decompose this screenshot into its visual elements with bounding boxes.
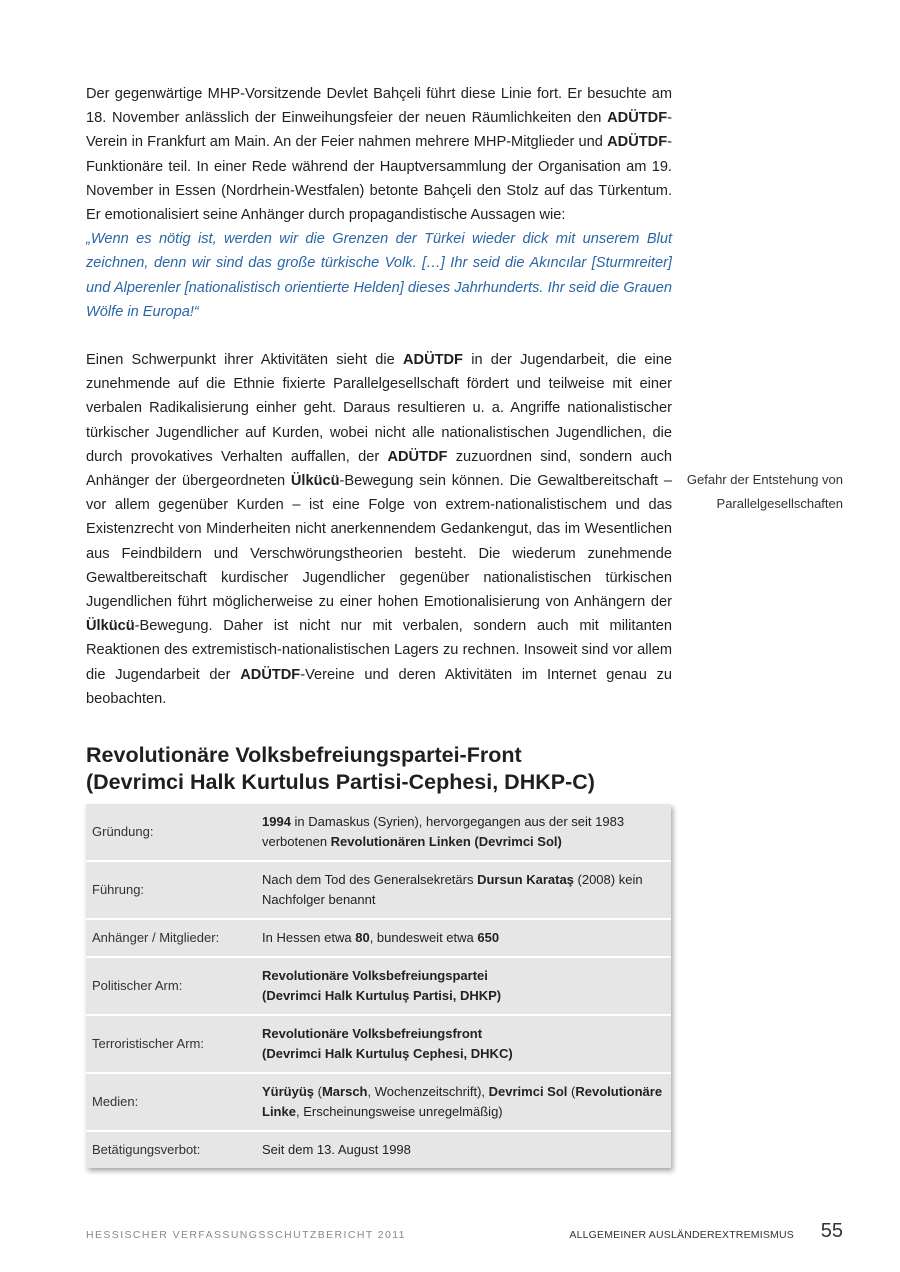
table-row: [86, 957, 671, 1015]
quote: „Wenn es nötig ist, werden wir die Grenzen der Türkei wieder dick mit unserem Blut zeichnen, denn wir sind das große türkische Volk. […] Ihr seid die Akıncılar [Sturmreiter] und Alperenler [nationalistisch orientierte Helden] dieses Jahrhunderts. Ihr seid die Grauen Wölfe in Europa!“: [86, 231, 672, 320]
row-label: Gründung:: [86, 804, 256, 861]
bold-term: 80: [355, 930, 370, 945]
text-span: -Bewegung. Daher ist nicht nur mit verbalen, sondern auch mit militanten Reaktionen des extremistisch-nationalistischen Lagers zu rechnen. Insoweit sind vor allem die Jugendarbeit der: [86, 618, 672, 683]
paragraph-youth-work: [86, 348, 672, 711]
footer-publication-title: HESSISCHER VERFASSUNGSSCHUTZBERICHT 2011: [86, 1229, 406, 1241]
bold-term: ADÜTDF: [607, 110, 668, 127]
bold-term: Revolutionäre Volksbefreiungsfront: [262, 1026, 483, 1041]
footer-chapter-title: ALLGEMEINER AUSLÄNDEREXTREMISMUS: [569, 1229, 794, 1241]
section-heading-line: (Devrimci Halk Kurtulus Partisi-Cephesi, DHKP-C): [86, 770, 595, 794]
row-label: Betätigungsverbot:: [92, 1142, 201, 1157]
paragraph-bahceli: [86, 82, 672, 324]
bold-term: Devrimci Sol: [488, 1084, 568, 1099]
bold-term: ADÜTDF: [607, 134, 668, 151]
row-value: [256, 957, 671, 1015]
bold-term: Marsch: [321, 1084, 368, 1099]
text-span: , Wochenzeitschrift),: [367, 1084, 489, 1099]
table-row: [86, 919, 671, 957]
bold-term: Ülkücü: [86, 618, 135, 635]
bold-term: (Devrimci Halk Kurtuluş Partisi, DHKP): [262, 988, 502, 1003]
row-label: Anhänger / Mitglieder:: [86, 919, 256, 957]
text-span: (: [567, 1084, 576, 1099]
table-row: [86, 804, 671, 861]
text-span: In Hessen etwa: [262, 930, 356, 945]
table-row: [86, 1073, 671, 1131]
text-span: Einen Schwerpunkt ihrer Aktivitäten sieht die: [86, 352, 403, 369]
bold-term: Dursun Karataş: [477, 872, 574, 887]
section-heading-line: Revolutionäre Volksbefreiungspartei-Front: [86, 743, 522, 767]
row-value: [256, 919, 671, 957]
text-span: , bundesweit etwa: [369, 930, 478, 945]
row-label: Politischer Arm:: [86, 957, 256, 1015]
row-label: Terroristischer Arm:: [86, 1015, 256, 1073]
bold-term: Ülkücü: [290, 473, 340, 490]
text-span: , Erscheinungsweise unregelmäßig): [295, 1104, 503, 1119]
row-value: [256, 1015, 671, 1073]
row-value: [256, 861, 671, 919]
bold-term: (Devrimci Halk Kurtuluş Cephesi, DHKC): [262, 1046, 513, 1061]
row-value: [256, 804, 671, 861]
text-span: -Funktionäre teil. In einer Rede während der Hauptversammlung der Organisation am 19. November in Essen (Nordrhein-Westfalen) betonte Bahçeli den Stolz auf das Türkentum. Er emotionalisiert seine Anhänger durch propagandistische Aussagen wie:: [86, 134, 672, 224]
page-number: 55: [820, 1220, 843, 1242]
text-span: in der Jugendarbeit, die eine zunehmende auf die Ethnie fixierte Parallelgesellschaft fördert und teilweise mit einer verbalen Radikalisierung einher geht. Daraus resultieren u. a. Angriffe nationalistischer türkischer Jugendlicher auf Kurden, wobei nicht alle nationalistischen Jugendlichen, die durch provokatives Verhalten auffallen, der: [86, 352, 672, 465]
text-span: Der gegenwärtige MHP-Vorsitzende Devlet Bahçeli führt diese Linie fort. Er besuchte am 18. November anlässlich der Einweihungsfeier der neuen Räumlichkeiten den: [86, 86, 672, 127]
row-value: [256, 1073, 671, 1131]
text-span: -Bewegung sein können. Die Gewaltbereitschaft – vor allem gegenüber Kurden – ist eine Folge von extrem-nationalistischem und das Existenzrecht von Minderheiten nicht anerkennendem Gedankengut, das im Wesentlichen aus Feindbildern und Verschwörungstheorien besteht. Die wiederum zunehmende Gewaltbereitschaft kurdischer Jugendlicher gegenüber nationalistischen türkischen Jugendlichen führt möglicherweise zu einer hohen Emotionalisierung von Anhängern der: [86, 473, 672, 611]
text-span: -Verein in Frankfurt am Main. An der Feier nahmen mehrere MHP-Mitglieder und: [86, 110, 672, 151]
bold-term: 1994: [262, 814, 291, 829]
table-row: [86, 861, 671, 919]
table-row: [86, 1015, 671, 1073]
marginal-note-line: Gefahr der Entstehung von: [686, 472, 843, 487]
row-label: Medien:: [86, 1073, 256, 1131]
text-span: (: [314, 1084, 322, 1099]
table-row: [86, 1131, 671, 1168]
marginal-note: [680, 468, 843, 516]
marginal-note-line: Parallelgesellschaften: [716, 496, 843, 511]
bold-term: ADÜTDF: [240, 666, 301, 683]
text-span: in Damaskus (Syrien), hervorgegangen aus der seit 1983 verbotenen: [262, 814, 625, 849]
text-span: Nach dem Tod des Generalsekretärs: [262, 872, 478, 887]
row-label: Führung:: [86, 861, 256, 919]
fact-table: [86, 804, 671, 1168]
body-text: [86, 82, 672, 711]
bold-term: Revolutionäre Volksbefreiungspartei: [262, 968, 488, 983]
section-heading: [86, 742, 686, 796]
bold-term: Yürüyüş: [262, 1084, 315, 1099]
text-span: -Vereine und deren Aktivitäten im Internet genau zu beobachten.: [86, 666, 672, 707]
text-span: (2008) kein Nachfolger benannt: [262, 872, 643, 907]
bold-term: Revolutionäre Linke: [262, 1084, 663, 1119]
bold-term: ADÜTDF: [402, 352, 463, 369]
text-span: zuzuordnen sind, sondern auch Anhänger der übergeordneten: [86, 448, 672, 490]
bold-term: Revolutionären Linken (Devrimci Sol): [330, 834, 562, 849]
row-value: Seit dem 13. August 1998: [262, 1142, 411, 1157]
bold-term: ADÜTDF: [387, 448, 448, 465]
bold-term: 650: [477, 930, 500, 945]
